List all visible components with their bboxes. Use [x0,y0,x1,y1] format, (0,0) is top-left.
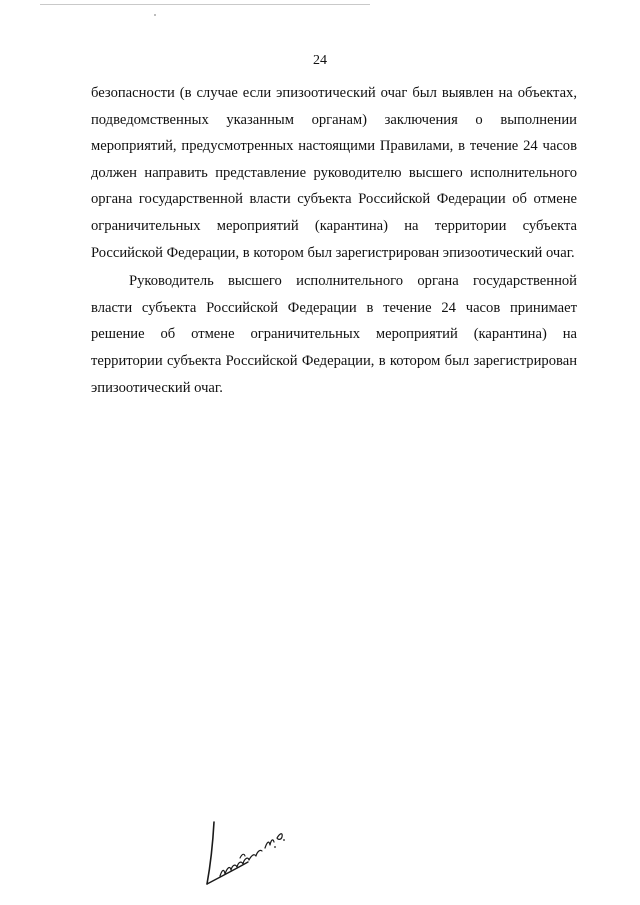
handwritten-signature [196,818,288,890]
document-body [91,80,577,401]
top-scan-rule [40,4,370,5]
paragraph-decision: Руководитель высшего исполнительного органа государственной власти субъекта Российской Федерации в течение 24 часов принимает решение об отмене ограничительных мероприятий (карантина) на территории субъекта Российской Федерации, в котором был зарегистрирован эпизоотический очаг. [91,273,577,396]
scan-artifact-dot [154,14,156,16]
signature-drawing [196,818,288,890]
paragraph-continuation: безопасности (в случае если эпизоотический очаг был выявлен на объектах, подведомственных указанным органам) заключения о выполнении мероприятий, предусмотренных настоящими Правилами, в течение 24 часов должен направить представление руководителю высшего исполнительного органа государственной власти субъекта Российской Федерации об отмене ограничительных мероприятий (карантина) на территории субъекта Российской Федерации, в котором был зарегистрирован эпизоотический очаг. [91,85,577,261]
page-number: 24 [313,53,327,68]
